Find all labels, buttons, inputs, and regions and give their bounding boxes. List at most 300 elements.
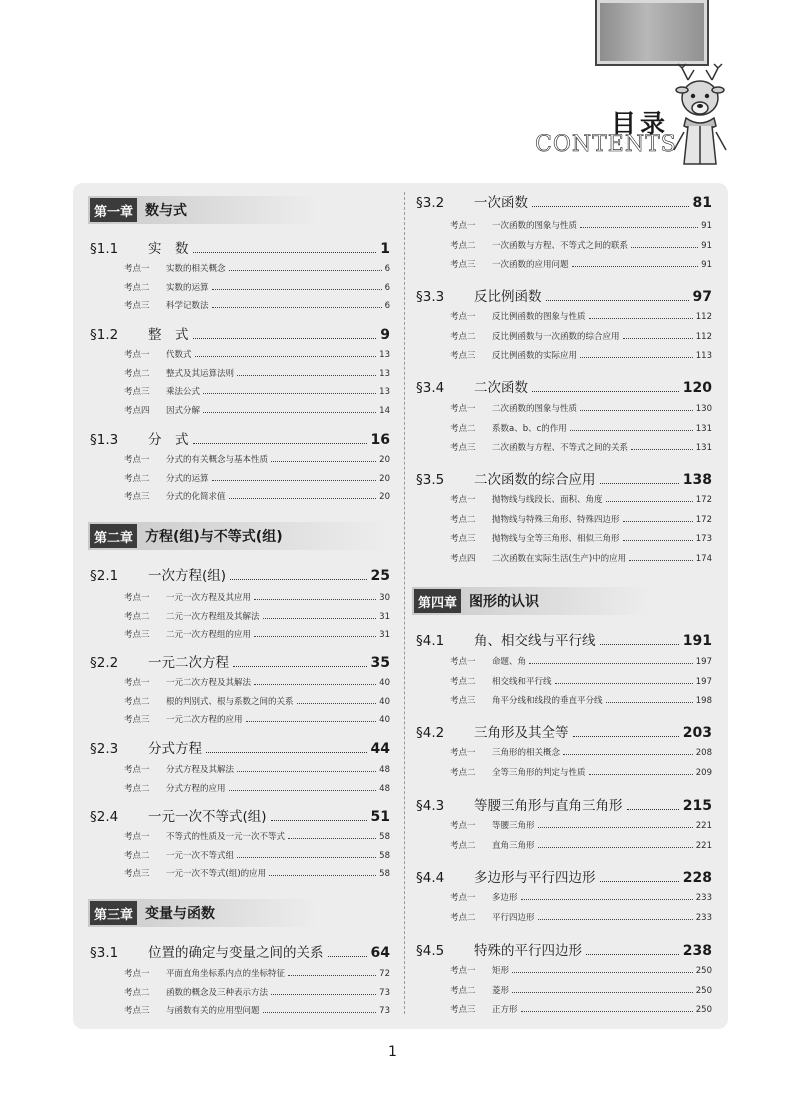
chapter-heading (88, 196, 318, 224)
exam-point-page: 58 (379, 869, 390, 879)
exam-point-label: 考点四 (124, 405, 150, 416)
exam-point-entry[interactable] (124, 365, 390, 379)
dot-leader (623, 521, 693, 522)
exam-point-entry[interactable] (124, 470, 390, 484)
exam-point-label: 考点二 (450, 676, 476, 687)
exam-point-entry[interactable] (450, 530, 712, 544)
exam-point-entry[interactable] (450, 550, 712, 564)
exam-point-label: 考点三 (124, 630, 150, 640)
dot-leader (206, 752, 367, 753)
exam-point-label: 考点二 (450, 240, 476, 251)
dot-leader (288, 838, 376, 839)
dot-leader (623, 540, 693, 541)
exam-point-title: 系数a、b、c的作用 (492, 423, 567, 434)
exam-point-label: 考点二 (124, 611, 150, 622)
exam-point-label: 考点三 (450, 443, 476, 453)
dot-leader (532, 391, 679, 392)
section-page: 138 (682, 472, 712, 488)
dot-leader (263, 1012, 377, 1013)
exam-point-page: 40 (379, 678, 390, 688)
chapter-heading (88, 522, 388, 550)
chapter-tag: 第一章 (90, 198, 137, 222)
exam-point-entry[interactable] (450, 308, 712, 322)
exam-point-title: 等腰三角形 (492, 821, 535, 831)
page-subtitle: CONTENTS (535, 132, 677, 157)
exam-point-page: 250 (695, 966, 712, 976)
dot-leader (573, 736, 679, 737)
dot-leader (212, 307, 382, 308)
exam-point-page: 40 (379, 715, 390, 725)
exam-point-label: 考点一 (124, 455, 150, 465)
page-number: 1 (388, 1044, 397, 1060)
exam-point-label: 考点三 (124, 301, 150, 311)
exam-point-entry[interactable] (450, 217, 712, 231)
exam-point-entry[interactable] (124, 847, 390, 861)
exam-point-page: 113 (695, 351, 712, 361)
exam-point-entry[interactable] (450, 439, 712, 453)
dot-leader (269, 875, 376, 876)
section-number: §2.2 (90, 655, 119, 671)
exam-point-page: 20 (379, 455, 390, 465)
exam-point-page: 72 (379, 969, 390, 979)
exam-point-label: 考点一 (124, 765, 150, 775)
exam-point-label: 考点二 (450, 985, 476, 996)
section-title: 角、相交线与平行线 (474, 633, 596, 649)
page-title: 目录 (611, 109, 670, 138)
dot-leader (600, 644, 679, 645)
exam-point-title: 平行四边形 (492, 912, 535, 923)
exam-point-page: 13 (379, 350, 390, 360)
exam-point-entry[interactable] (450, 400, 712, 414)
section-page: 44 (370, 741, 390, 757)
exam-point-title: 抛物线与全等三角形、相似三角形 (492, 534, 620, 544)
section-entry[interactable] (90, 807, 390, 825)
section-page: 215 (682, 798, 712, 814)
section-number: §3.4 (416, 380, 445, 396)
dot-leader (589, 318, 693, 319)
chapter-title: 图形的认识 (469, 594, 540, 610)
exam-point-label: 考点一 (450, 404, 476, 414)
section-number: §3.2 (416, 195, 445, 211)
section-title: 三角形及其全等 (474, 725, 569, 741)
section-number: §1.1 (90, 241, 119, 257)
dot-leader (512, 972, 693, 973)
exam-point-entry[interactable] (450, 491, 712, 505)
exam-point-label: 考点二 (124, 783, 150, 794)
dot-leader (512, 992, 693, 993)
section-title: 一次方程(组) (148, 568, 227, 584)
exam-point-page: 91 (701, 240, 712, 251)
exam-point-title: 二次函数与方程、不等式之间的关系 (492, 443, 629, 453)
exam-point-title: 直角三角形 (492, 840, 535, 851)
exam-point-page: 233 (695, 893, 712, 903)
section-entry[interactable] (416, 470, 712, 488)
section-title: 二次函数 (474, 380, 528, 396)
exam-point-page: 30 (379, 593, 390, 603)
dot-leader (589, 774, 693, 775)
section-number: §4.1 (416, 633, 445, 649)
dot-leader (521, 1011, 693, 1012)
dot-leader (212, 289, 382, 290)
exam-point-label: 考点一 (450, 221, 476, 231)
exam-point-page: 6 (384, 264, 390, 274)
exam-point-title: 二次函数在实际生活(生产)中的应用 (492, 553, 627, 564)
section-entry[interactable] (90, 325, 390, 343)
exam-point-title: 命题、角 (492, 657, 527, 667)
exam-point-label: 考点二 (124, 987, 150, 998)
exam-point-entry[interactable] (124, 828, 390, 842)
section-entry[interactable] (90, 943, 390, 961)
exam-point-title: 角平分线和线段的垂直平分线 (492, 696, 603, 706)
dot-leader (297, 703, 377, 704)
exam-point-entry[interactable] (450, 889, 712, 903)
exam-point-title: 根的判别式、根与系数之间的关系 (166, 696, 294, 707)
exam-point-entry[interactable] (124, 865, 390, 879)
exam-point-entry[interactable] (450, 328, 712, 342)
exam-point-entry[interactable] (450, 673, 712, 687)
exam-point-label: 考点一 (450, 821, 476, 831)
exam-point-title: 三角形的相关概念 (492, 748, 561, 758)
dot-leader (606, 501, 693, 502)
exam-point-page: 13 (379, 368, 390, 379)
exam-point-label: 考点二 (450, 912, 476, 923)
section-number: §4.4 (416, 870, 445, 886)
section-entry[interactable] (416, 723, 712, 741)
section-number: §2.1 (90, 568, 119, 584)
dot-leader (538, 827, 693, 828)
dot-leader (631, 449, 693, 450)
dot-leader (203, 412, 376, 413)
exam-point-title: 代数式 (166, 350, 192, 360)
exam-point-page: 48 (379, 783, 390, 794)
section-title: 二次函数的综合应用 (474, 472, 596, 488)
exam-point-entry[interactable] (450, 744, 712, 758)
exam-point-label: 考点二 (450, 331, 476, 342)
chapter-title: 数与式 (145, 203, 188, 219)
exam-point-page: 233 (695, 912, 712, 923)
exam-point-title: 分式方程及其解法 (166, 765, 235, 775)
section-number: §2.3 (90, 741, 119, 757)
section-page: 51 (370, 809, 390, 825)
chapter-tag: 第二章 (90, 524, 137, 548)
dot-leader (627, 809, 679, 810)
exam-point-label: 考点三 (124, 492, 150, 502)
section-page: 238 (682, 943, 712, 959)
exam-point-label: 考点三 (124, 1006, 150, 1016)
section-entry[interactable] (416, 193, 712, 211)
section-number: §3.5 (416, 472, 445, 488)
exam-point-entry[interactable] (450, 511, 712, 525)
dot-leader (538, 847, 693, 848)
dot-leader (580, 357, 693, 358)
section-entry[interactable] (416, 631, 712, 649)
exam-point-label: 考点一 (450, 748, 476, 758)
exam-point-title: 分式的化简求值 (166, 492, 226, 502)
section-entry[interactable] (416, 796, 712, 814)
exam-point-title: 一次函数的应用问题 (492, 260, 569, 270)
exam-point-label: 考点三 (450, 534, 476, 544)
exam-point-page: 48 (379, 765, 390, 775)
exam-point-entry[interactable] (124, 383, 390, 397)
exam-point-page: 14 (379, 405, 390, 416)
section-page: 191 (682, 633, 712, 649)
exam-point-entry[interactable] (450, 1001, 712, 1015)
exam-point-page: 173 (695, 534, 712, 544)
exam-point-entry[interactable] (450, 653, 712, 667)
dot-leader (328, 956, 367, 957)
exam-point-page: 172 (695, 495, 712, 505)
dot-leader (572, 266, 699, 267)
dot-leader (606, 702, 693, 703)
exam-point-title: 矩形 (492, 966, 510, 976)
exam-point-title: 抛物线与线段长、面积、角度 (492, 495, 603, 505)
exam-point-page: 13 (379, 387, 390, 397)
exam-point-entry[interactable] (124, 965, 390, 979)
section-title: 反比例函数 (474, 289, 542, 305)
exam-point-page: 250 (695, 1005, 712, 1015)
section-title: 特殊的平行四边形 (474, 943, 582, 959)
section-page: 16 (370, 432, 390, 448)
exam-point-page: 197 (695, 676, 712, 687)
exam-point-page: 58 (379, 832, 390, 842)
chapter-tag: 第三章 (90, 901, 137, 925)
dot-leader (193, 252, 377, 253)
section-entry[interactable] (416, 378, 712, 396)
exam-point-page: 20 (379, 492, 390, 502)
exam-point-label: 考点二 (124, 850, 150, 861)
exam-point-page: 6 (384, 282, 390, 293)
exam-point-title: 乘法公式 (166, 387, 201, 397)
dot-leader (212, 480, 377, 481)
exam-point-label: 考点三 (450, 351, 476, 361)
dot-leader (229, 790, 377, 791)
exam-point-page: 73 (379, 987, 390, 998)
section-page: 35 (370, 655, 390, 671)
section-title: 实 数 (148, 241, 189, 257)
exam-point-entry[interactable] (124, 297, 390, 311)
exam-point-label: 考点二 (124, 368, 150, 379)
exam-point-label: 考点二 (450, 423, 476, 434)
section-page: 9 (380, 327, 390, 343)
exam-point-entry[interactable] (124, 984, 390, 998)
exam-point-entry[interactable] (124, 260, 390, 274)
exam-point-label: 考点三 (124, 869, 150, 879)
section-page: 97 (692, 289, 712, 305)
exam-point-title: 反比例函数的实际应用 (492, 351, 578, 361)
exam-point-title: 一次函数与方程、不等式之间的联系 (492, 240, 629, 251)
exam-point-label: 考点三 (450, 260, 476, 270)
dot-leader (263, 618, 377, 619)
section-title: 等腰三角形与直角三角形 (474, 798, 623, 814)
exam-point-title: 实数的相关概念 (166, 264, 226, 274)
section-entry[interactable] (416, 868, 712, 886)
exam-point-page: 221 (695, 821, 712, 831)
exam-point-entry[interactable] (124, 711, 390, 725)
exam-point-title: 平面直角坐标系内点的坐标特征 (166, 969, 286, 979)
section-entry[interactable] (416, 941, 712, 959)
exam-point-entry[interactable] (124, 589, 390, 603)
exam-point-entry[interactable] (450, 692, 712, 706)
dot-leader (586, 954, 679, 955)
exam-point-page: 6 (384, 301, 390, 311)
exam-point-title: 整式及其运算法则 (166, 368, 235, 379)
exam-point-entry[interactable] (450, 256, 712, 270)
dot-leader (254, 636, 376, 637)
exam-point-page: 208 (695, 748, 712, 758)
section-page: 64 (370, 945, 390, 961)
exam-point-page: 198 (695, 696, 712, 706)
exam-point-label: 考点三 (124, 715, 150, 725)
exam-point-label: 考点一 (124, 832, 150, 842)
section-title: 分 式 (148, 432, 189, 448)
dot-leader (246, 721, 377, 722)
exam-point-title: 一元一次不等式组 (166, 850, 235, 861)
exam-point-entry[interactable] (450, 237, 712, 251)
exam-point-entry[interactable] (124, 451, 390, 465)
exam-point-page: 131 (695, 423, 712, 434)
section-number: §1.2 (90, 327, 119, 343)
section-number: §1.3 (90, 432, 119, 448)
dot-leader (237, 857, 376, 858)
section-entry[interactable] (90, 430, 390, 448)
exam-point-entry[interactable] (450, 837, 712, 851)
dot-leader (230, 579, 366, 580)
exam-point-title: 全等三角形的判定与性质 (492, 767, 586, 778)
exam-point-entry[interactable] (450, 420, 712, 434)
section-page: 120 (682, 380, 712, 396)
exam-point-page: 31 (379, 630, 390, 640)
exam-point-title: 一次函数的图象与性质 (492, 221, 578, 231)
exam-point-entry[interactable] (124, 488, 390, 502)
exam-point-page: 91 (701, 221, 712, 231)
exam-point-entry[interactable] (124, 780, 390, 794)
exam-point-title: 分式的有关概念与基本性质 (166, 455, 269, 465)
exam-point-page: 112 (695, 312, 712, 322)
section-entry[interactable] (90, 566, 390, 584)
exam-point-label: 考点一 (124, 593, 150, 603)
exam-point-title: 一元一次方程及其应用 (166, 593, 252, 603)
exam-point-page: 250 (695, 985, 712, 996)
exam-point-label: 考点四 (450, 553, 476, 564)
exam-point-entry[interactable] (124, 608, 390, 622)
exam-point-label: 考点三 (124, 387, 150, 397)
dot-leader (570, 430, 693, 431)
exam-point-title: 一元一次不等式(组)的应用 (166, 869, 267, 879)
exam-point-page: 73 (379, 1006, 390, 1016)
dot-leader (631, 247, 698, 248)
exam-point-title: 一元二次方程及其解法 (166, 678, 252, 688)
exam-point-label: 考点一 (450, 893, 476, 903)
dot-leader (237, 375, 376, 376)
section-page: 203 (682, 725, 712, 741)
exam-point-entry[interactable] (450, 909, 712, 923)
exam-point-entry[interactable] (124, 279, 390, 293)
exam-point-label: 考点一 (450, 657, 476, 667)
dot-leader (193, 443, 367, 444)
exam-point-label: 考点三 (450, 696, 476, 706)
dot-leader (580, 227, 698, 228)
dot-leader (546, 300, 689, 301)
exam-point-entry[interactable] (124, 626, 390, 640)
header-tab-decoration (595, 0, 709, 66)
exam-point-label: 考点二 (450, 514, 476, 525)
exam-point-page: 130 (695, 404, 712, 414)
section-title: 分式方程 (148, 741, 202, 757)
dot-leader (229, 498, 377, 499)
section-title: 一元一次不等式(组) (148, 809, 267, 825)
exam-point-label: 考点一 (450, 495, 476, 505)
dot-leader (193, 338, 377, 339)
exam-point-page: 31 (379, 611, 390, 622)
dot-leader (580, 410, 693, 411)
exam-point-entry[interactable] (124, 693, 390, 707)
dot-leader (271, 994, 376, 995)
exam-point-entry[interactable] (450, 817, 712, 831)
section-entry[interactable] (90, 739, 390, 757)
exam-point-entry[interactable] (124, 761, 390, 775)
chapter-title: 方程(组)与不等式(组) (145, 529, 283, 545)
dot-leader (237, 771, 376, 772)
exam-point-label: 考点二 (124, 473, 150, 484)
exam-point-title: 反比例函数的图象与性质 (492, 312, 586, 322)
exam-point-entry[interactable] (450, 347, 712, 361)
exam-point-title: 函数的概念及三种表示方法 (166, 987, 269, 998)
section-number: §3.3 (416, 289, 445, 305)
section-number: §4.5 (416, 943, 445, 959)
column-divider (404, 192, 405, 1014)
section-title: 整 式 (148, 327, 189, 343)
exam-point-title: 抛物线与特殊三角形、特殊四边形 (492, 514, 620, 525)
dot-leader (521, 899, 693, 900)
exam-point-label: 考点二 (450, 840, 476, 851)
exam-point-title: 正方形 (492, 1005, 518, 1015)
section-entry[interactable] (90, 653, 390, 671)
dot-leader (203, 393, 376, 394)
dot-leader (532, 206, 689, 207)
exam-point-page: 209 (695, 767, 712, 778)
exam-point-entry[interactable] (124, 346, 390, 360)
exam-point-title: 菱形 (492, 985, 510, 996)
dot-leader (271, 461, 376, 462)
exam-point-title: 相交线和平行线 (492, 676, 552, 687)
dot-leader (529, 663, 693, 664)
exam-point-title: 多边形 (492, 893, 518, 903)
exam-point-title: 实数的运算 (166, 282, 209, 293)
exam-point-title: 因式分解 (166, 405, 201, 416)
exam-point-title: 分式的运算 (166, 473, 209, 484)
exam-point-entry[interactable] (450, 982, 712, 996)
dot-leader (538, 919, 693, 920)
chapter-title: 变量与函数 (145, 906, 216, 922)
exam-point-title: 反比例函数与一次函数的综合应用 (492, 331, 620, 342)
exam-point-page: 58 (379, 850, 390, 861)
section-entry[interactable] (416, 287, 712, 305)
exam-point-entry[interactable] (450, 764, 712, 778)
section-number: §4.2 (416, 725, 445, 741)
exam-point-label: 考点一 (124, 678, 150, 688)
exam-point-label: 考点二 (450, 767, 476, 778)
section-entry[interactable] (90, 239, 390, 257)
exam-point-label: 考点二 (124, 696, 150, 707)
exam-point-entry[interactable] (450, 962, 712, 976)
exam-point-entry[interactable] (124, 1002, 390, 1016)
exam-point-entry[interactable] (124, 402, 390, 416)
exam-point-page: 197 (695, 657, 712, 667)
exam-point-label: 考点三 (450, 1005, 476, 1015)
exam-point-title: 二次函数的图象与性质 (492, 404, 578, 414)
exam-point-page: 40 (379, 696, 390, 707)
exam-point-entry[interactable] (124, 674, 390, 688)
